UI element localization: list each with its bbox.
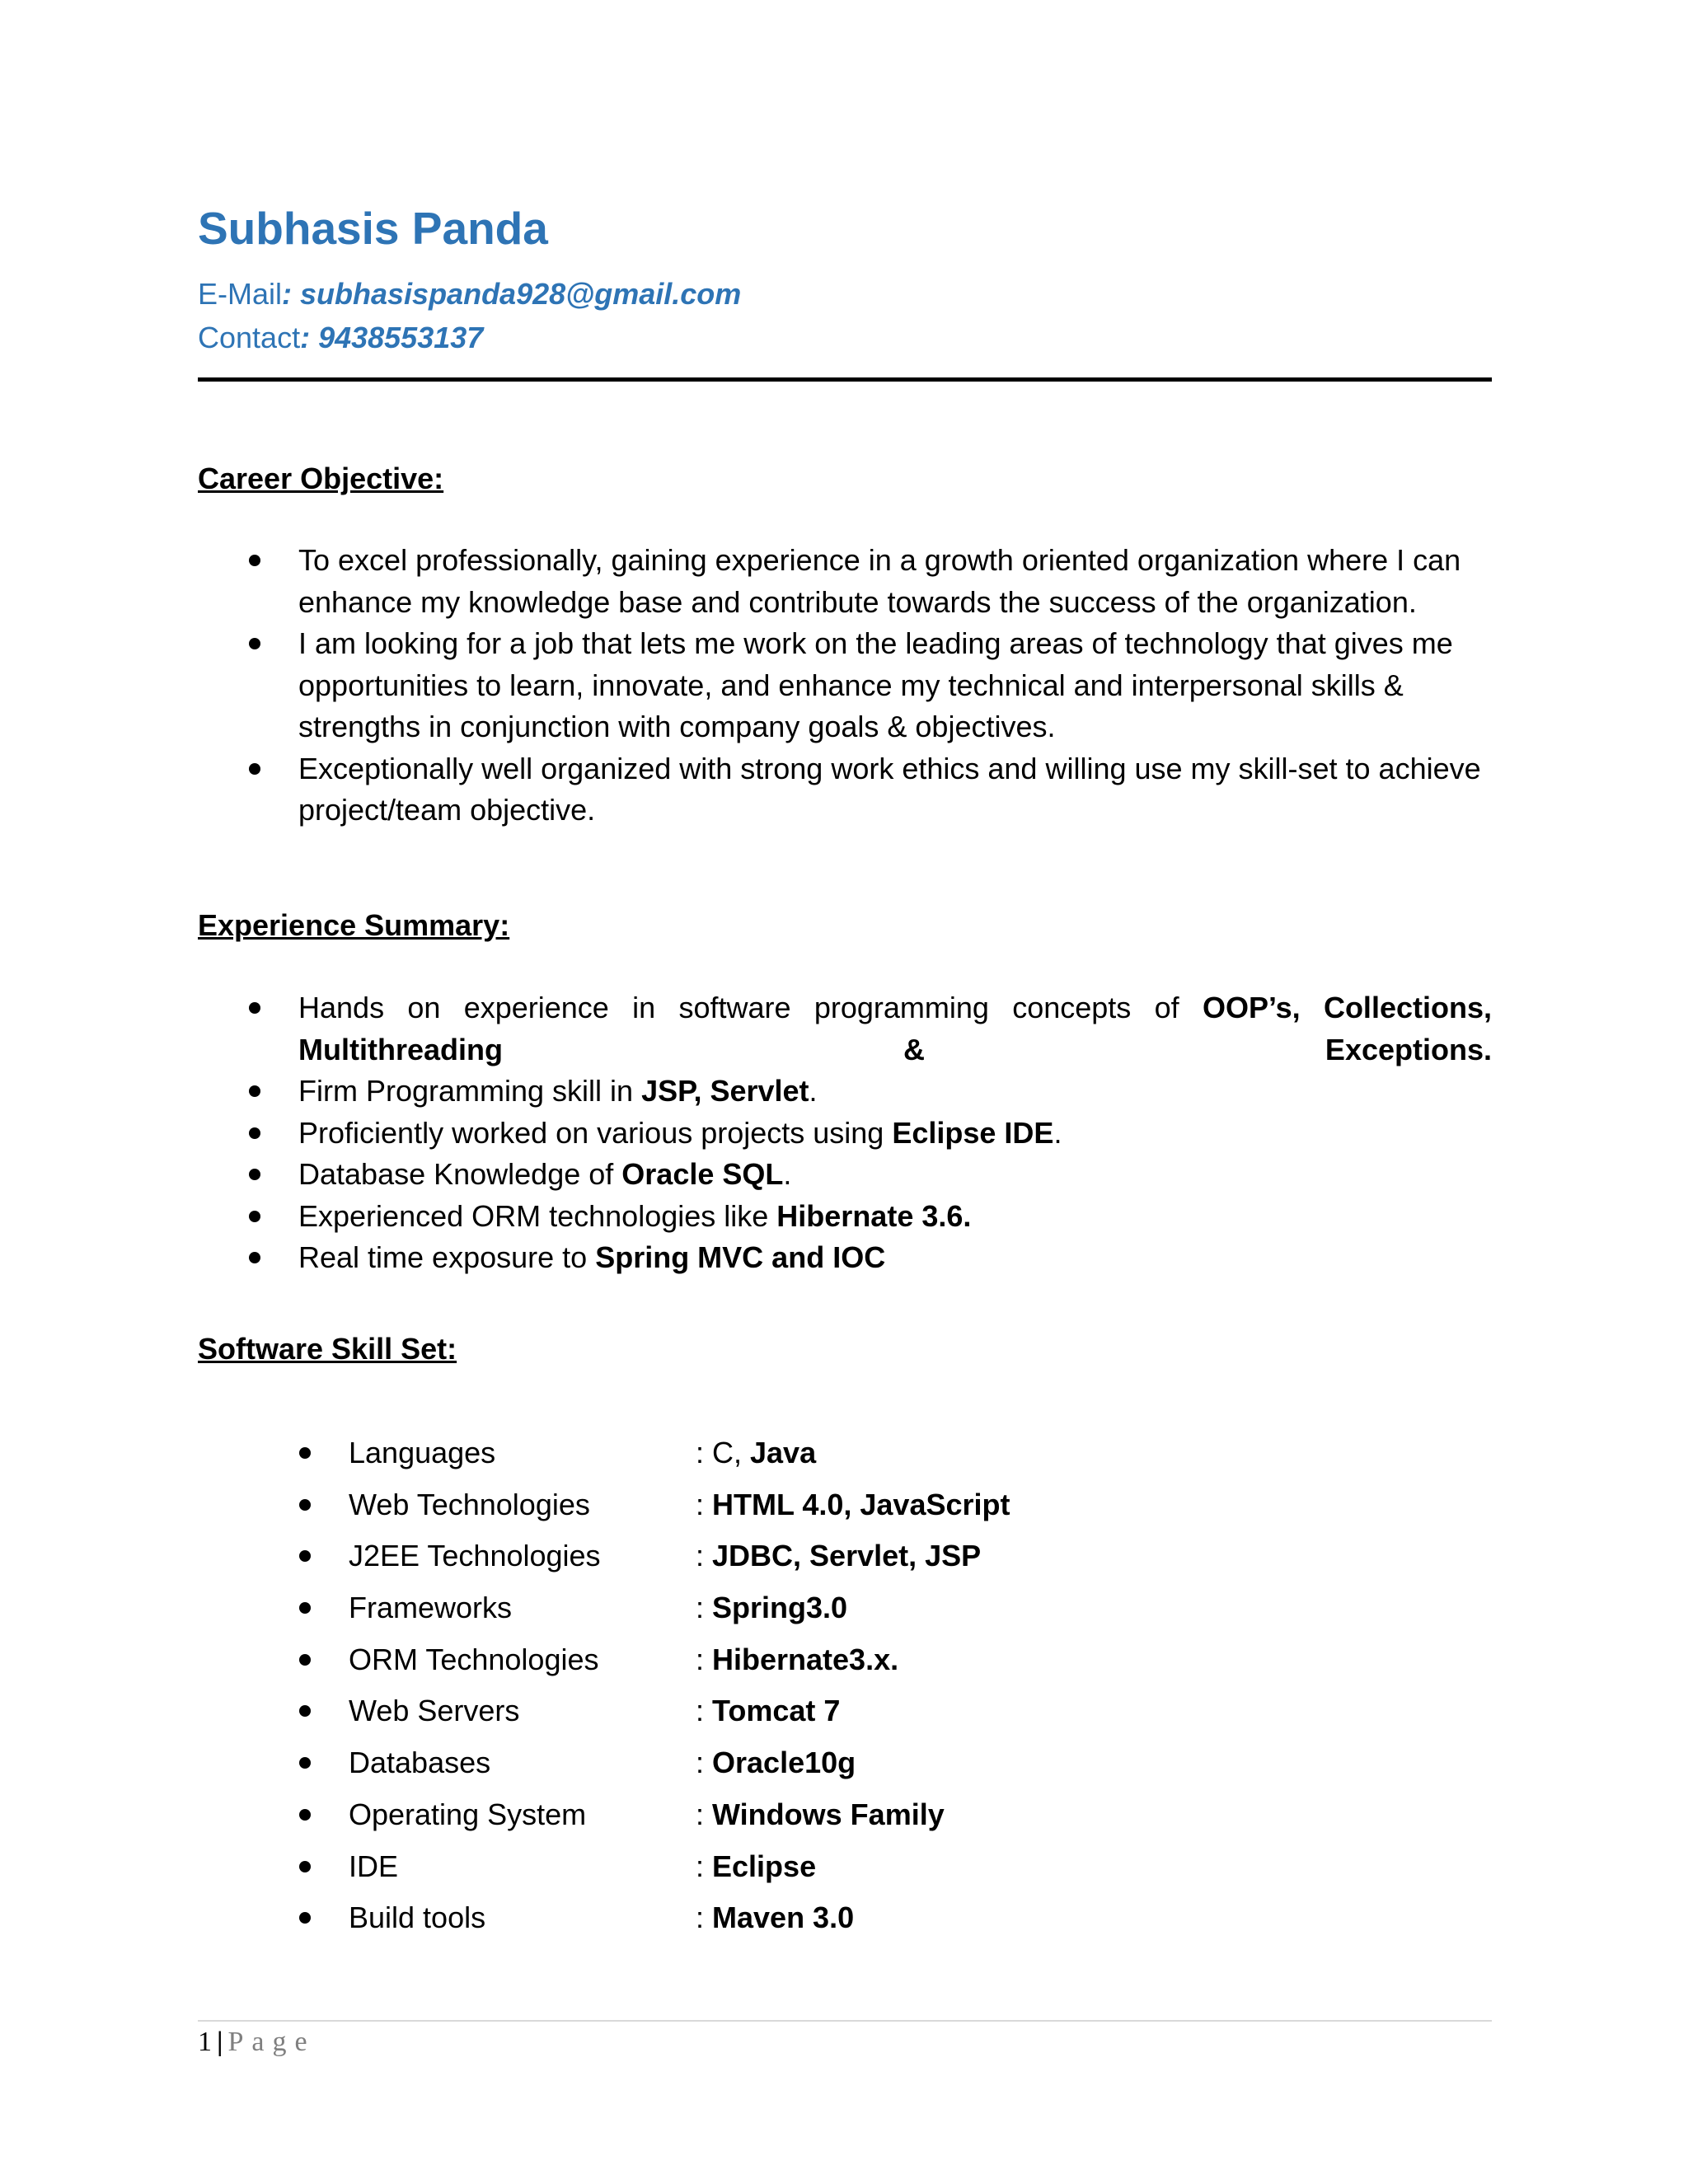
- bullet-icon: [299, 1809, 311, 1821]
- experience-text-bold: Eclipse IDE: [892, 1115, 1054, 1150]
- bullet-icon: [249, 555, 260, 566]
- list-item: [198, 748, 1492, 832]
- bullet-icon: [299, 1654, 311, 1666]
- skill-value-bold: Hibernate3.x.: [712, 1642, 899, 1676]
- skill-name: IDE: [349, 1849, 399, 1883]
- skill-value-plain: : C,: [696, 1436, 751, 1469]
- skill-value-bold: Java: [750, 1436, 817, 1469]
- skill-value-plain: :: [696, 1849, 713, 1883]
- skill-row: [198, 1897, 1492, 1949]
- skill-name: Build tools: [349, 1900, 486, 1935]
- skill-row: [198, 1846, 1492, 1898]
- skill-value-plain: :: [696, 1797, 713, 1831]
- email-value[interactable]: : subhasispanda928@gmail.com: [282, 277, 742, 311]
- skill-value-bold: HTML 4.0, JavaScript: [712, 1487, 1010, 1521]
- skill-name: Web Technologies: [349, 1487, 590, 1521]
- experience-summary-list: [198, 987, 1492, 1279]
- list-item: [198, 1196, 1492, 1238]
- skill-row: [198, 1742, 1492, 1794]
- email-line: [198, 276, 741, 312]
- skill-value-plain: :: [696, 1746, 713, 1780]
- skill-value: [696, 1742, 856, 1783]
- bullet-icon: [249, 1169, 260, 1180]
- skill-value: [696, 1484, 1010, 1526]
- list-item: [198, 1237, 1492, 1279]
- skill-row: [198, 1432, 1492, 1484]
- skill-value-bold: Spring3.0: [712, 1591, 848, 1625]
- skill-value: [696, 1535, 981, 1577]
- list-item: [198, 540, 1492, 623]
- skill-value: [696, 1690, 840, 1732]
- skill-value-bold: Maven 3.0: [712, 1900, 855, 1935]
- bullet-icon: [299, 1550, 311, 1562]
- skill-name: ORM Technologies: [349, 1642, 599, 1676]
- skill-value-bold: Windows Family: [712, 1797, 945, 1831]
- contact-label: Contact: [198, 321, 301, 354]
- experience-text-bold: JSP, Servlet: [641, 1074, 809, 1108]
- bullet-icon: [249, 1211, 260, 1222]
- skill-name: Operating System: [349, 1797, 587, 1831]
- experience-text-bold: Spring MVC and IOC: [595, 1240, 886, 1274]
- contact-value: : 9438553137: [300, 321, 484, 354]
- skill-value-plain: :: [696, 1539, 713, 1573]
- experience-text-plain: Real time exposure to: [298, 1240, 596, 1274]
- skill-name: Languages: [349, 1436, 496, 1469]
- skill-value-bold: Tomcat 7: [712, 1694, 841, 1728]
- bullet-icon: [299, 1912, 311, 1924]
- experience-text: [298, 987, 1492, 1071]
- experience-text-tail: .: [1053, 1115, 1062, 1150]
- skill-value-plain: :: [696, 1642, 713, 1676]
- skill-value: [696, 1897, 854, 1938]
- experience-text-bold: Oracle SQL: [621, 1157, 784, 1191]
- objective-text: To excel professionally, gaining experience in a growth oriented organization where I can enhance my knowledge base and contribute towards the success of the organization.: [298, 543, 1461, 619]
- bullet-icon: [249, 1127, 260, 1139]
- career-objective-list: [198, 540, 1492, 832]
- skill-value-bold: Eclipse: [712, 1849, 817, 1883]
- page-number: 1: [198, 2027, 212, 2057]
- experience-text-bold: OOP’s, Collections, Multithreading & Exceptions.: [298, 991, 1492, 1066]
- list-item: [198, 1071, 1492, 1113]
- skill-row: [198, 1587, 1492, 1639]
- skill-row: [198, 1639, 1492, 1691]
- bullet-icon: [249, 763, 260, 775]
- skill-value: [696, 1432, 816, 1474]
- candidate-name: Subhasis Panda: [198, 203, 548, 254]
- experience-text-plain: Firm Programming skill in: [298, 1074, 642, 1108]
- skill-row: [198, 1535, 1492, 1587]
- page-label: Page: [227, 2027, 316, 2057]
- career-objective-title: Career Objective:: [198, 462, 444, 495]
- page-footer: [198, 2026, 316, 2060]
- skill-value-bold: Oracle10g: [712, 1746, 856, 1780]
- skill-name: J2EE Technologies: [349, 1539, 601, 1573]
- skill-value-plain: :: [696, 1900, 713, 1935]
- skill-value-plain: :: [696, 1591, 713, 1625]
- bullet-icon: [249, 1002, 260, 1014]
- experience-text-plain: Proficiently worked on various projects using: [298, 1115, 893, 1150]
- bullet-icon: [249, 638, 260, 649]
- list-item: [198, 1113, 1492, 1155]
- skill-value-plain: :: [696, 1487, 713, 1521]
- list-item: [198, 987, 1492, 1071]
- skill-value-bold: JDBC, Servlet, JSP: [712, 1539, 982, 1573]
- objective-text: Exceptionally well organized with strong work ethics and willing use my skill-set to achieve project/team objective.: [298, 751, 1481, 827]
- skill-row: [198, 1690, 1492, 1742]
- bullet-icon: [249, 1252, 260, 1263]
- footer-separator: |: [217, 2027, 223, 2057]
- software-skills-list: [198, 1432, 1492, 1949]
- bullet-icon: [299, 1499, 311, 1511]
- contact-line: [198, 320, 483, 355]
- skill-name: Frameworks: [349, 1591, 513, 1625]
- bullet-icon: [299, 1861, 311, 1872]
- bullet-icon: [299, 1447, 311, 1459]
- email-label: E-Mail: [198, 277, 283, 311]
- experience-text-tail: .: [783, 1157, 792, 1191]
- bullet-icon: [249, 1085, 260, 1097]
- experience-text-plain: Hands on experience in software programming concepts of: [298, 991, 1203, 1024]
- skill-value: [696, 1846, 816, 1887]
- objective-text: I am looking for a job that lets me work on the leading areas of technology that gives me opportunities to learn, innovate, and enhance my technical and interpersonal skills & strengths in conjunction with company goals & objectives.: [298, 626, 1453, 743]
- skill-row: [198, 1794, 1492, 1846]
- experience-text-plain: Database Knowledge of: [298, 1157, 622, 1191]
- list-item: [198, 623, 1492, 748]
- footer-divider: [198, 2020, 1492, 2022]
- software-skills-title: Software Skill Set:: [198, 1332, 457, 1366]
- skill-value: [696, 1639, 898, 1680]
- skill-row: [198, 1484, 1492, 1536]
- header-divider: [198, 377, 1492, 382]
- experience-text-tail: .: [809, 1074, 818, 1108]
- bullet-icon: [299, 1705, 311, 1717]
- experience-summary-title: Experience Summary:: [198, 908, 510, 942]
- experience-text-plain: Experienced ORM technologies like: [298, 1198, 777, 1233]
- list-item: [198, 1154, 1492, 1196]
- experience-text-bold: Hibernate 3.6.: [776, 1198, 972, 1233]
- bullet-icon: [299, 1757, 311, 1769]
- skill-value-plain: :: [696, 1694, 713, 1728]
- skill-value: [696, 1794, 945, 1835]
- skill-value: [696, 1587, 847, 1629]
- skill-name: Web Servers: [349, 1694, 520, 1728]
- bullet-icon: [299, 1602, 311, 1614]
- skill-name: Databases: [349, 1746, 491, 1780]
